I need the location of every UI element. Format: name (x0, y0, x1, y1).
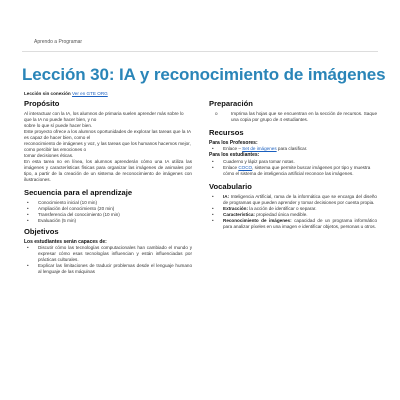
list-item: • IA: Inteligencia Artificial, rama de la informática que se encarga del diseño de programas que pueden aprender y tomar decisiones por cuenta propia. (212, 193, 377, 205)
list-item: • Enlace COCO, sistema que permite buscar imágenes por tipo y muestra cómo el sistema de inteligencia artificial reconoce las imágenes. (212, 164, 371, 176)
header-label: Aprendo a Programar (34, 39, 83, 45)
list-item: • Evaluación (5 min) (27, 218, 77, 223)
bullet-icon: • (212, 205, 214, 211)
recursos-profesores-list (209, 146, 377, 152)
vocabulario-list (209, 194, 377, 230)
bullet-icon: • (27, 263, 29, 269)
bullet-icon: • (27, 200, 29, 205)
vocabulario-section (209, 182, 377, 230)
list-item: • Transferencia del conocimiento (10 min) (27, 212, 120, 217)
lesson-offline-link[interactable]: Ver en GTE ORG (72, 91, 108, 96)
list-item: • Discutir cómo las tecnologías computacionales han cambiado el mundo y expresar cómo esas tecnologías influencian y están influenciadas por prácticas culturales. (27, 245, 192, 263)
list-item: • Característica: propiedad única medible. (212, 211, 308, 217)
bullet-icon: • (212, 217, 214, 223)
list-item: • Ampliación del conocimiento (20 min) (27, 206, 115, 211)
set-imagenes-link[interactable]: Set de imágenes (242, 146, 277, 152)
list-item: o Imprima las hojas que se encuentran en la sección de recursos. Saque una copia por grupo de 4 estudiantes. (215, 111, 377, 122)
list-item: • Explicar las limitaciones de traducir problemas desde el lenguaje humano al lenguaje de las máquinas (27, 263, 192, 275)
recursos-heading: Recursos (209, 128, 244, 137)
bullet-icon: • (27, 245, 29, 251)
bullet-icon: • (27, 206, 29, 211)
bullet-icon: • (212, 146, 214, 152)
proposito-heading: Propósito (24, 99, 60, 108)
header-divider (22, 51, 378, 52)
bullet-icon: • (212, 158, 214, 164)
proposito-line-5: tomar decisiones éticas. (24, 153, 74, 158)
objetivos-section (24, 227, 192, 275)
secuencia-section (24, 188, 192, 224)
coco-link[interactable]: COCO (238, 164, 253, 170)
recursos-profesores-label: Para los Profesores: (209, 140, 258, 146)
proposito-line-2: sobre lo que sí puede hacer bien. (24, 123, 93, 128)
preparacion-list (209, 111, 377, 123)
proposito-line-4: reconocimiento de imágenes y voz, y las tareas que los humanos hacemos mejor, como percibir las emociones o (24, 141, 191, 152)
objetivos-heading: Objetivos (24, 227, 59, 236)
left-column (24, 99, 192, 275)
secuencia-list (24, 200, 192, 224)
vocabulario-heading: Vocabulario (209, 181, 252, 191)
bullet-icon: • (27, 218, 29, 223)
right-column (209, 99, 377, 230)
preparacion-heading: Preparación (209, 99, 253, 108)
list-item: • Cuaderno y lápiz para tomar notas. (212, 158, 295, 164)
proposito-section (24, 99, 192, 183)
bullet-icon: • (212, 193, 214, 199)
circle-bullet-icon: o (215, 111, 218, 116)
bullet-icon: • (212, 164, 214, 170)
list-item: • Reconocimiento de imágenes: capacidad de un programa informático para analizar píxeles en una imagen e identificar objetos, personas u otros. (212, 217, 378, 229)
list-item: • Extracción: la acción de identificar o separar. (212, 205, 317, 211)
bullet-icon: • (27, 212, 29, 217)
objetivos-subheading: Los estudiantes serán capaces de: (24, 239, 107, 245)
lesson-offline-row (24, 91, 108, 96)
bullet-icon: • (212, 211, 214, 217)
preparacion-section (209, 99, 377, 123)
secuencia-heading: Secuencia para el aprendizaje (24, 188, 133, 197)
objetivos-list (24, 245, 192, 275)
lesson-offline-label: Lección sin conexión (24, 91, 71, 96)
recursos-estudiantes-label: Para los estudiantes: (209, 152, 260, 159)
recursos-section (209, 128, 377, 177)
proposito-line-1: Al interactuar con la IA, los alumnos de primaria suelen aprender más sobre lo que la IA no puede hacer bien, y no (24, 111, 184, 122)
recursos-estudiantes-list (209, 159, 377, 177)
proposito-line-3: Este proyecto ofrece a los alumnos oportunidades de explorar las tareas que la IA es capaz de hacer bien, como el (24, 129, 191, 140)
proposito-line-6: En esta tarea no en línea, los alumnos aprenderán cómo una IA utiliza las imágenes y características físicas para organizar las imágenes de animales por tipo, a partir de la creación de un sistema de reconocimiento de imágenes con ilustraciones. (24, 159, 192, 182)
list-item: • Enlace – Set de imágenes para clasificar. (212, 146, 308, 152)
list-item: • Conocimiento inicial (10 min) (27, 200, 97, 205)
page-title: Lección 30: IA y reconocimiento de imágenes (22, 65, 386, 84)
